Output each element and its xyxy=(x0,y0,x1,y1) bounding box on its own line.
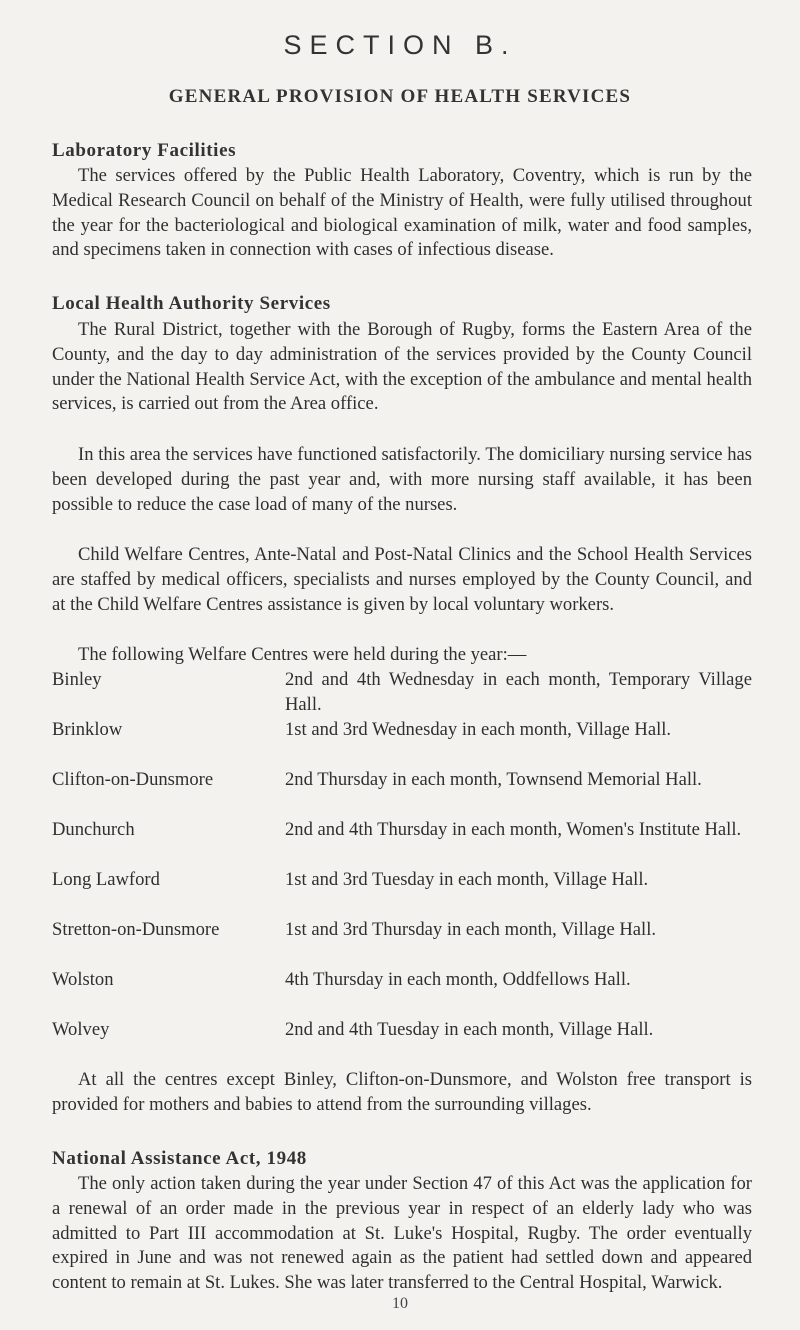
transport-note: At all the centres except Binley, Clifton-on-Dunsmore, and Wolston free transport is provided for mothers and babies to attend from the surrounding villages. xyxy=(52,1069,752,1115)
centre-detail: 4th Thursday in each month, Oddfellows Hall. xyxy=(285,969,631,990)
centre-name: Binley xyxy=(52,669,102,690)
local-health-heading: Local Health Authority Services xyxy=(52,293,331,314)
page-number: 10 xyxy=(392,1295,408,1312)
centre-name: Clifton-on-Dunsmore xyxy=(52,769,214,790)
national-assistance-heading: National Assistance Act, 1948 xyxy=(52,1148,307,1169)
centre-name: Wolvey xyxy=(52,1019,110,1040)
laboratory-heading: Laboratory Facilities xyxy=(52,140,237,161)
centre-detail: 2nd and 4th Wednesday in each month, Temporary Village Hall. xyxy=(285,669,752,715)
centre-name: Dunchurch xyxy=(52,819,135,840)
centre-name: Stretton-on-Dunsmore xyxy=(52,919,220,940)
centre-detail: 2nd and 4th Thursday in each month, Women's Institute Hall. xyxy=(285,819,742,840)
laboratory-paragraph: The services offered by the Public Health Laboratory, Coventry, which is run by the Medical Research Council on behalf of the Ministry of Health, were fully utilised throughout the year for the bacteriological and biological examination of milk, water and food samples, and specimens taken in connection with cases of infectious disease. xyxy=(52,165,752,261)
section-title: SECTION B. xyxy=(283,30,517,60)
page-title: GENERAL PROVISION OF HEALTH SERVICES xyxy=(168,86,632,107)
local-health-paragraph-1: The Rural District, together with the Borough of Rugby, forms the Eastern Area of the County, and the day to day administration of the services provided by the County Council under the National Health Service Act, with the exception of the ambulance and mental health services, is carried out from the Area office. xyxy=(52,319,752,415)
centre-detail: 2nd Thursday in each month, Townsend Memorial Hall. xyxy=(285,769,702,790)
centre-name: Wolston xyxy=(52,969,114,990)
centre-detail: 1st and 3rd Tuesday in each month, Village Hall. xyxy=(285,869,649,890)
centre-detail: 1st and 3rd Wednesday in each month, Village Hall. xyxy=(285,719,672,740)
national-assistance-paragraph: The only action taken during the year under Section 47 of this Act was the application for a renewal of an order made in the previous year in respect of an elderly lady who was admitted to Part III accommodation at St. Luke's Hospital, Rugby. The order eventually expired in June and was not renewed again as the patient had settled down and appeared content to remain at St. Lukes. She was later transferred to the Central Hospital, Warwick. xyxy=(52,1173,752,1294)
local-health-paragraph-2: In this area the services have functioned satisfactorily. The domiciliary nursing service has been developed during the past year and, with more nursing staff available, it has been possible to reduce the case load of many of the nurses. xyxy=(52,444,752,515)
centre-name: Brinklow xyxy=(52,719,123,740)
local-health-paragraph-3: Child Welfare Centres, Ante-Natal and Post-Natal Clinics and the School Health Services are staffed by medical officers, specialists and nurses employed by the County Council, and at the Child Welfare Centres assistance is given by local voluntary workers. xyxy=(52,544,752,615)
centre-detail: 1st and 3rd Thursday in each month, Village Hall. xyxy=(285,919,657,940)
centre-detail: 2nd and 4th Tuesday in each month, Village Hall. xyxy=(285,1019,654,1040)
centre-name: Long Lawford xyxy=(52,869,160,890)
local-health-paragraph-4: The following Welfare Centres were held during the year:— xyxy=(78,644,527,665)
